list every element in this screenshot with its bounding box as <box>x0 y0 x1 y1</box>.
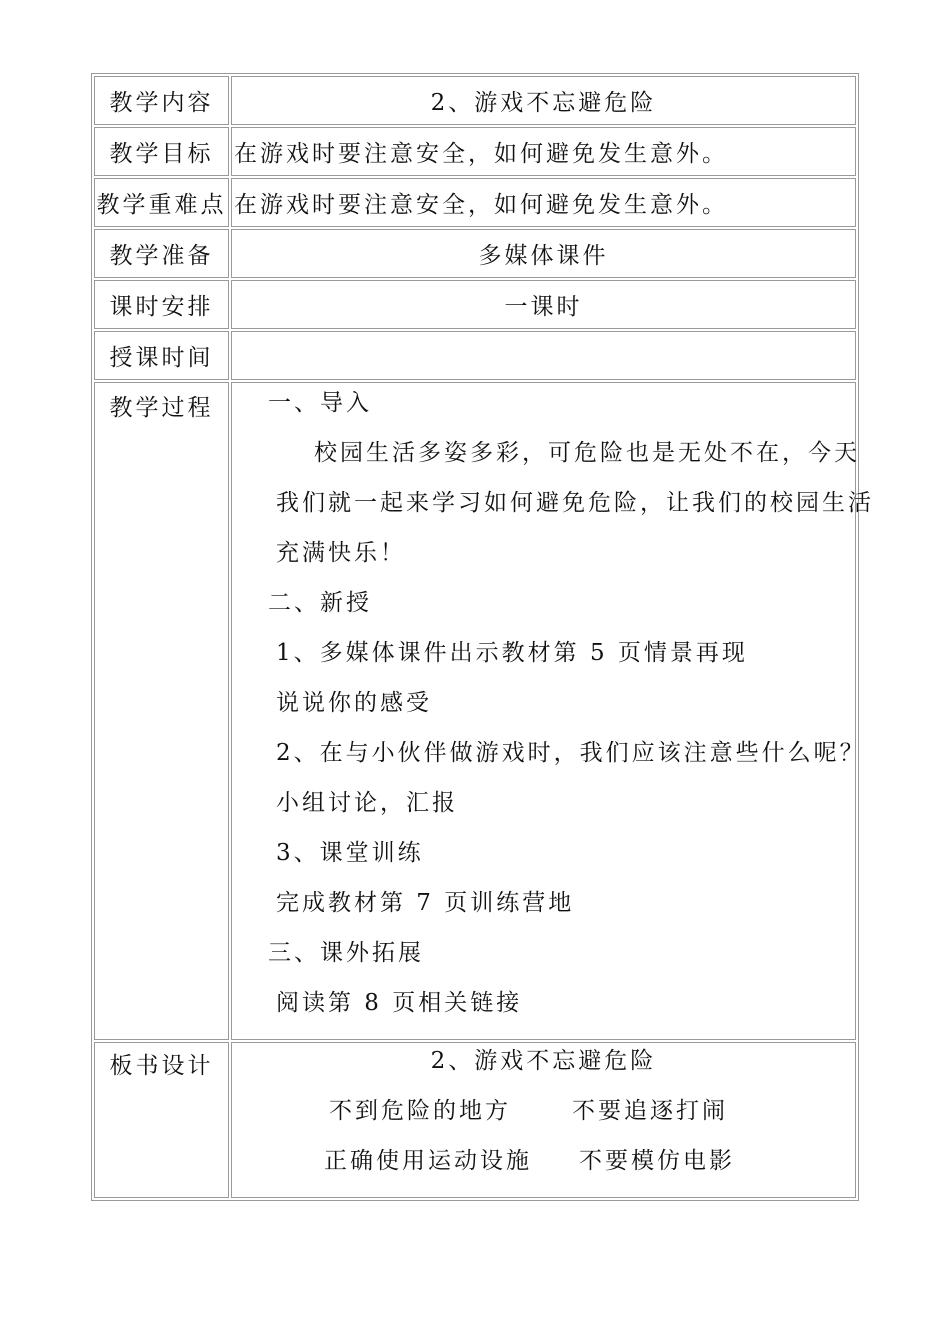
label-board: 板书设计 <box>94 1042 229 1198</box>
label-content: 教学内容 <box>94 76 229 125</box>
process-line: 阅读第 8 页相关链接 <box>276 990 523 1016</box>
process-line: 一、导入 <box>268 390 372 416</box>
process-line: 完成教材第 7 页训练营地 <box>276 890 575 916</box>
label-process: 教学过程 <box>94 382 229 1040</box>
label-schedule: 课时安排 <box>94 280 229 329</box>
label-key: 教学重难点 <box>94 178 229 227</box>
board-item-right: 不要追逐打闹 <box>572 1098 728 1124</box>
row-schedule <box>94 280 856 329</box>
process-line: 三、课外拓展 <box>268 940 424 966</box>
row-time <box>94 331 856 380</box>
board-item-left: 正确使用运动设施 <box>324 1148 532 1174</box>
lesson-plan-table <box>91 73 874 1201</box>
process-line: 二、新授 <box>268 590 372 616</box>
label-prep: 教学准备 <box>94 229 229 278</box>
value-goal: 在游戏时要注意安全，如何避免发生意外。 <box>231 127 856 176</box>
value-time <box>231 331 856 380</box>
label-goal: 教学目标 <box>94 127 229 176</box>
process-line: 说说你的感受 <box>276 690 432 716</box>
row-board <box>94 1042 856 1198</box>
value-schedule: 一课时 <box>231 280 856 329</box>
value-key: 在游戏时要注意安全，如何避免发生意外。 <box>231 178 856 227</box>
board-item-row <box>232 1147 855 1197</box>
row-prep <box>94 229 856 278</box>
row-key <box>94 178 856 227</box>
board-item-left: 不到危险的地方 <box>329 1098 511 1124</box>
process-line: 2、在与小伙伴做游戏时，我们应该注意些什么呢？ <box>276 740 866 766</box>
process-line: 充满快乐！ <box>276 540 406 566</box>
value-content: 2、游戏不忘避危险 <box>231 76 856 125</box>
row-content <box>94 76 856 125</box>
row-goal <box>94 127 856 176</box>
process-body <box>231 382 874 1040</box>
board-body <box>231 1042 856 1198</box>
process-line: 小组讨论，汇报 <box>276 790 458 816</box>
row-process <box>94 382 856 1040</box>
board-title: 2、游戏不忘避危险 <box>430 1048 657 1074</box>
value-prep: 多媒体课件 <box>231 229 856 278</box>
process-line: 3、课堂训练 <box>276 840 424 866</box>
process-line: 我们就一起来学习如何避免危险，让我们的校园生活 <box>276 490 874 516</box>
board-item-row <box>232 1097 855 1147</box>
board-item-right: 不要模仿电影 <box>579 1148 735 1174</box>
process-line: 校园生活多姿多彩，可危险也是无处不在，今天 <box>314 440 860 466</box>
label-time: 授课时间 <box>94 331 229 380</box>
process-line: 1、多媒体课件出示教材第 5 页情景再现 <box>276 640 748 666</box>
